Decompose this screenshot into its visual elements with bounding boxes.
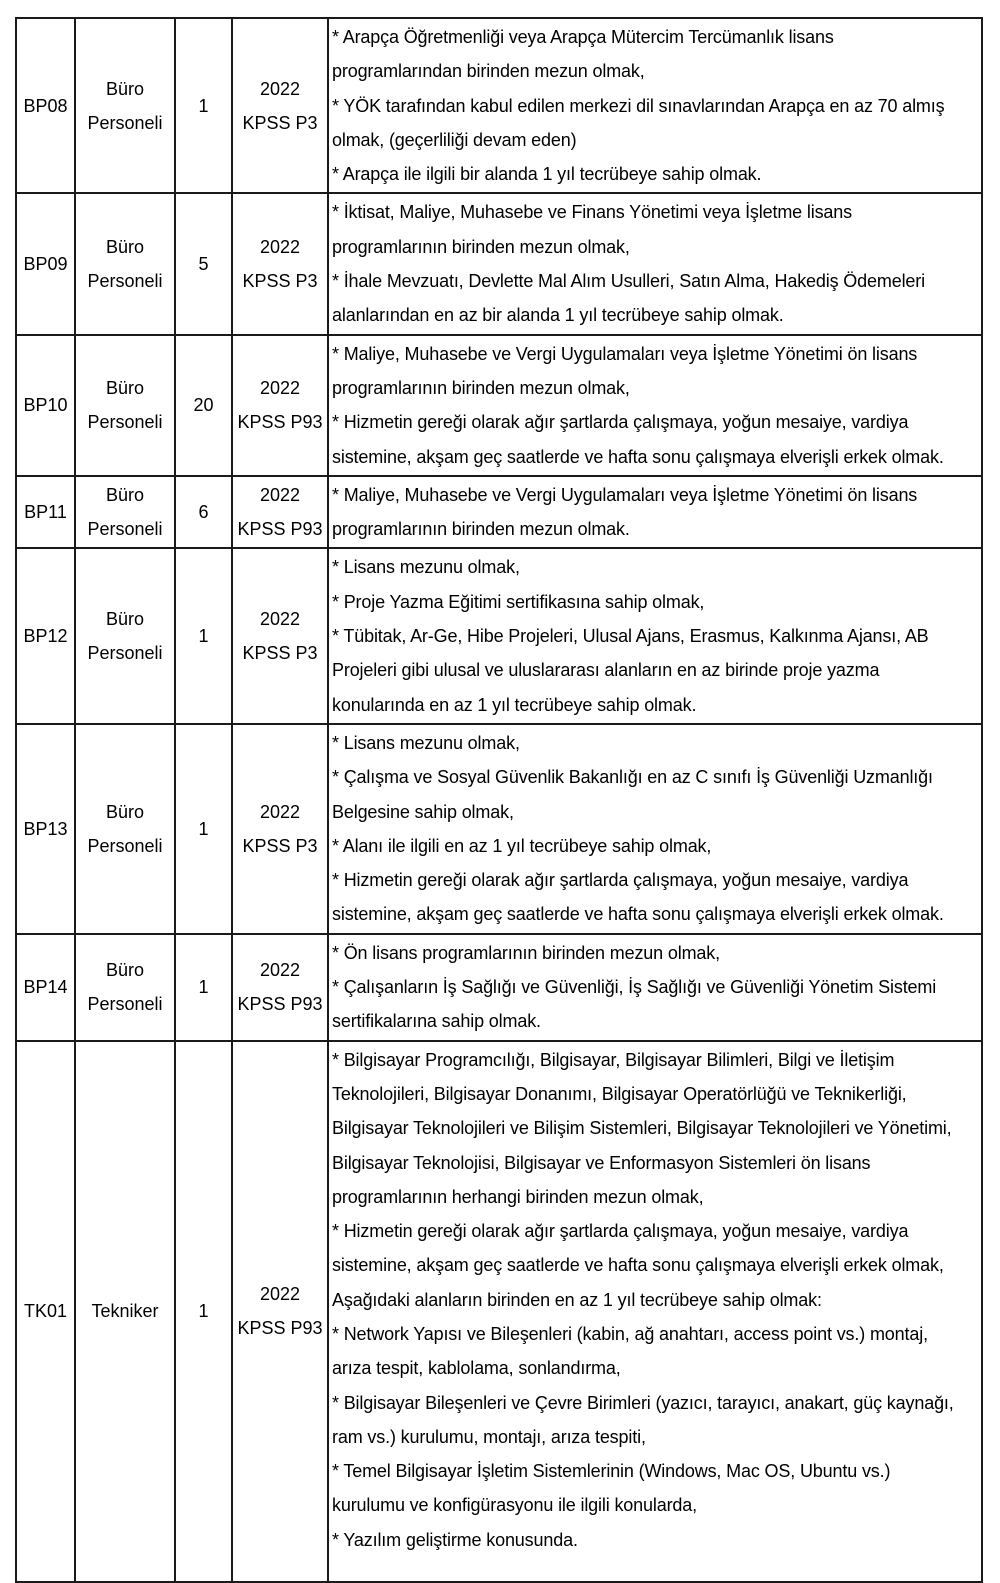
position-title bbox=[75, 18, 175, 193]
table-row bbox=[16, 335, 982, 476]
position-code: TK01 bbox=[16, 1041, 75, 1582]
requirements-cell bbox=[328, 335, 982, 476]
table-row bbox=[16, 193, 982, 334]
position-title-line-2: Personeli bbox=[87, 835, 163, 856]
requirements-cell bbox=[328, 934, 982, 1041]
requirements-text: * Lisans mezunu olmak, * Proje Yazma Eğitimi sertifikasına sahip olmak, * Tübitak, Ar-Ge, Hibe Projeleri, Ulusal Ajans, Erasmus, Kalkınma Ajansı, AB Projeleri gibi ulusal ve uluslararası alanların en az birinde proje yazma konularında en az 1 yıl tecrübeye sahip olmak. bbox=[332, 557, 929, 715]
exam-type: KPSS P3 bbox=[242, 271, 318, 292]
position-table-sheet bbox=[15, 17, 981, 1583]
exam-info bbox=[232, 335, 328, 476]
requirements-text: * Arapça Öğretmenliği veya Arapça Mütercim Tercümanlık lisans programlarından birinden mezun olmak, * YÖK tarafından kabul edilen merkezi dil sınavlarından Arapça en az 70 almış olmak, (geçerliliği devam eden) * Arapça ile ilgili bir alanda 1 yıl tecrübeye sahip olmak. bbox=[332, 27, 945, 185]
position-code: BP09 bbox=[16, 193, 75, 334]
position-code: BP13 bbox=[16, 724, 75, 934]
exam-year: 2022 bbox=[259, 801, 301, 822]
exam-type: KPSS P3 bbox=[242, 643, 318, 664]
requirements-text: * Ön lisans programlarının birinden mezun olmak, * Çalışanların İş Sağlığı ve Güvenliği, İş Sağlığı ve Güvenliği Yönetim Sistemi sertifikalarına sahip olmak. bbox=[332, 942, 937, 1032]
position-title-line-1: Büro bbox=[105, 485, 145, 506]
position-requirements-table bbox=[15, 17, 983, 1583]
exam-info bbox=[232, 476, 328, 549]
requirements-text: * Lisans mezunu olmak, * Çalışma ve Sosyal Güvenlik Bakanlığı en az C sınıfı İş Güvenliği Uzmanlığı Belgesine sahip olmak, * Alanı ile ilgili en az 1 yıl tecrübeye sahip olmak, * Hizmetin gereği olarak ağır şartlarda çalışmaya, yoğun mesaiye, vardiya sistemine, akşam geç saatlerde ve hafta sonu çalışmaya elverişli erkek olmak. bbox=[332, 732, 944, 925]
exam-type: KPSS P3 bbox=[242, 112, 318, 133]
position-title bbox=[75, 476, 175, 549]
position-count: 1 bbox=[175, 548, 232, 723]
table-row bbox=[16, 548, 982, 723]
table-row bbox=[16, 724, 982, 934]
exam-year: 2022 bbox=[259, 485, 301, 506]
exam-year: 2022 bbox=[259, 237, 301, 258]
exam-year: 2022 bbox=[259, 78, 301, 99]
position-code: BP11 bbox=[16, 476, 75, 549]
position-title bbox=[75, 193, 175, 334]
exam-type: KPSS P93 bbox=[237, 1318, 323, 1339]
requirements-text: * İktisat, Maliye, Muhasebe ve Finans Yönetimi veya İşletme lisans programlarının birinden mezun olmak, * İhale Mevzuatı, Devlette Mal Alım Usulleri, Satın Alma, Hakediş Ödemeleri alanlarından en az bir alanda 1 yıl tecrübeye sahip olmak. bbox=[332, 202, 925, 326]
position-code: BP10 bbox=[16, 335, 75, 476]
requirements-cell bbox=[328, 476, 982, 549]
position-title bbox=[75, 934, 175, 1041]
exam-type: KPSS P3 bbox=[242, 835, 318, 856]
requirements-cell bbox=[328, 724, 982, 934]
position-count: 1 bbox=[175, 724, 232, 934]
position-code: BP12 bbox=[16, 548, 75, 723]
position-title-line-2: Personeli bbox=[87, 271, 163, 292]
position-title-line-1: Büro bbox=[105, 801, 145, 822]
position-title-line-1: Büro bbox=[105, 237, 145, 258]
requirements-text: * Maliye, Muhasebe ve Vergi Uygulamaları veya İşletme Yönetimi ön lisans programlarının birinden mezun olmak, * Hizmetin gereği olarak ağır şartlarda çalışmaya, yoğun mesaiye, vardiya sistemine, akşam geç saatlerde ve hafta sonu çalışmaya elverişli erkek olmak. bbox=[332, 343, 944, 467]
position-title-line-1: Büro bbox=[105, 78, 145, 99]
position-title-line-2: Personeli bbox=[87, 643, 163, 664]
requirements-cell bbox=[328, 193, 982, 334]
table-row bbox=[16, 1041, 982, 1582]
position-title bbox=[75, 548, 175, 723]
position-count: 1 bbox=[175, 1041, 232, 1582]
position-code: BP08 bbox=[16, 18, 75, 193]
exam-year: 2022 bbox=[259, 960, 301, 981]
exam-info bbox=[232, 1041, 328, 1582]
table-row bbox=[16, 934, 982, 1041]
position-title-line-1: Büro bbox=[105, 378, 145, 399]
table-row bbox=[16, 18, 982, 193]
exam-info bbox=[232, 548, 328, 723]
position-title-line-2: Personeli bbox=[87, 519, 163, 540]
position-count: 1 bbox=[175, 18, 232, 193]
exam-year: 2022 bbox=[259, 378, 301, 399]
position-title-line-1: Tekniker bbox=[91, 1301, 159, 1322]
position-title-line-1: Büro bbox=[105, 609, 145, 630]
exam-type: KPSS P93 bbox=[237, 994, 323, 1015]
position-count: 20 bbox=[175, 335, 232, 476]
position-title-line-2: Personeli bbox=[87, 994, 163, 1015]
exam-year: 2022 bbox=[259, 1284, 301, 1305]
position-code: BP14 bbox=[16, 934, 75, 1041]
exam-type: KPSS P93 bbox=[237, 412, 323, 433]
position-count: 5 bbox=[175, 193, 232, 334]
position-title-line-2: Personeli bbox=[87, 412, 163, 433]
position-count: 6 bbox=[175, 476, 232, 549]
exam-info bbox=[232, 934, 328, 1041]
requirements-cell bbox=[328, 1041, 982, 1582]
exam-info bbox=[232, 193, 328, 334]
position-count: 1 bbox=[175, 934, 232, 1041]
table-row bbox=[16, 476, 982, 549]
position-title-line-1: Büro bbox=[105, 960, 145, 981]
position-title bbox=[75, 335, 175, 476]
position-title bbox=[75, 724, 175, 934]
exam-type: KPSS P93 bbox=[237, 519, 323, 540]
exam-year: 2022 bbox=[259, 609, 301, 630]
requirements-text: * Bilgisayar Programcılığı, Bilgisayar, Bilgisayar Bilimleri, Bilgi ve İletişim Teknolojileri, Bilgisayar Donanımı, Bilgisayar Operatörlüğü ve Teknikerliği, Bilgisayar Teknolojileri ve Bilişim Sistemleri, Bilgisayar Teknolojileri ve Yönetimi, Bilgisayar Teknolojisi, Bilgisayar ve Enformasyon Sistemleri ön lisans programlarının herhangi birinden mezun olmak, * Hizmetin gereği olarak ağır şartlarda çalışmaya, yoğun mesaiye, vardiya sistemine, akşam geç saatlerde ve hafta sonu çalışmaya elverişli erkek olmak, Aşağıdaki alanların birinden en az 1 yıl tecrübeye sahip olmak: * Network Yapısı ve Bileşenleri (kabin, ağ anahtarı, access point vs.) montaj, arıza tespit, kablolama, sonlandırma, * Bilgisayar Bileşenleri ve Çevre Birimleri (yazıcı, tarayıcı, anakart, güç kaynağı, ram vs.) kurulumu, montajı, arıza tespiti, * Temel Bilgisayar İşletim Sistemlerinin (Windows, Mac OS, Ubuntu vs.) kurulumu ve konfigürasyonu ile ilgili konularda, * Yazılım geliştirme konusunda. bbox=[332, 1049, 954, 1550]
exam-info bbox=[232, 18, 328, 193]
requirements-cell bbox=[328, 18, 982, 193]
exam-info bbox=[232, 724, 328, 934]
position-title bbox=[75, 1041, 175, 1582]
position-title-line-2: Personeli bbox=[87, 112, 163, 133]
requirements-cell bbox=[328, 548, 982, 723]
requirements-text: * Maliye, Muhasebe ve Vergi Uygulamaları veya İşletme Yönetimi ön lisans programlarının birinden mezun olmak. bbox=[332, 484, 918, 540]
